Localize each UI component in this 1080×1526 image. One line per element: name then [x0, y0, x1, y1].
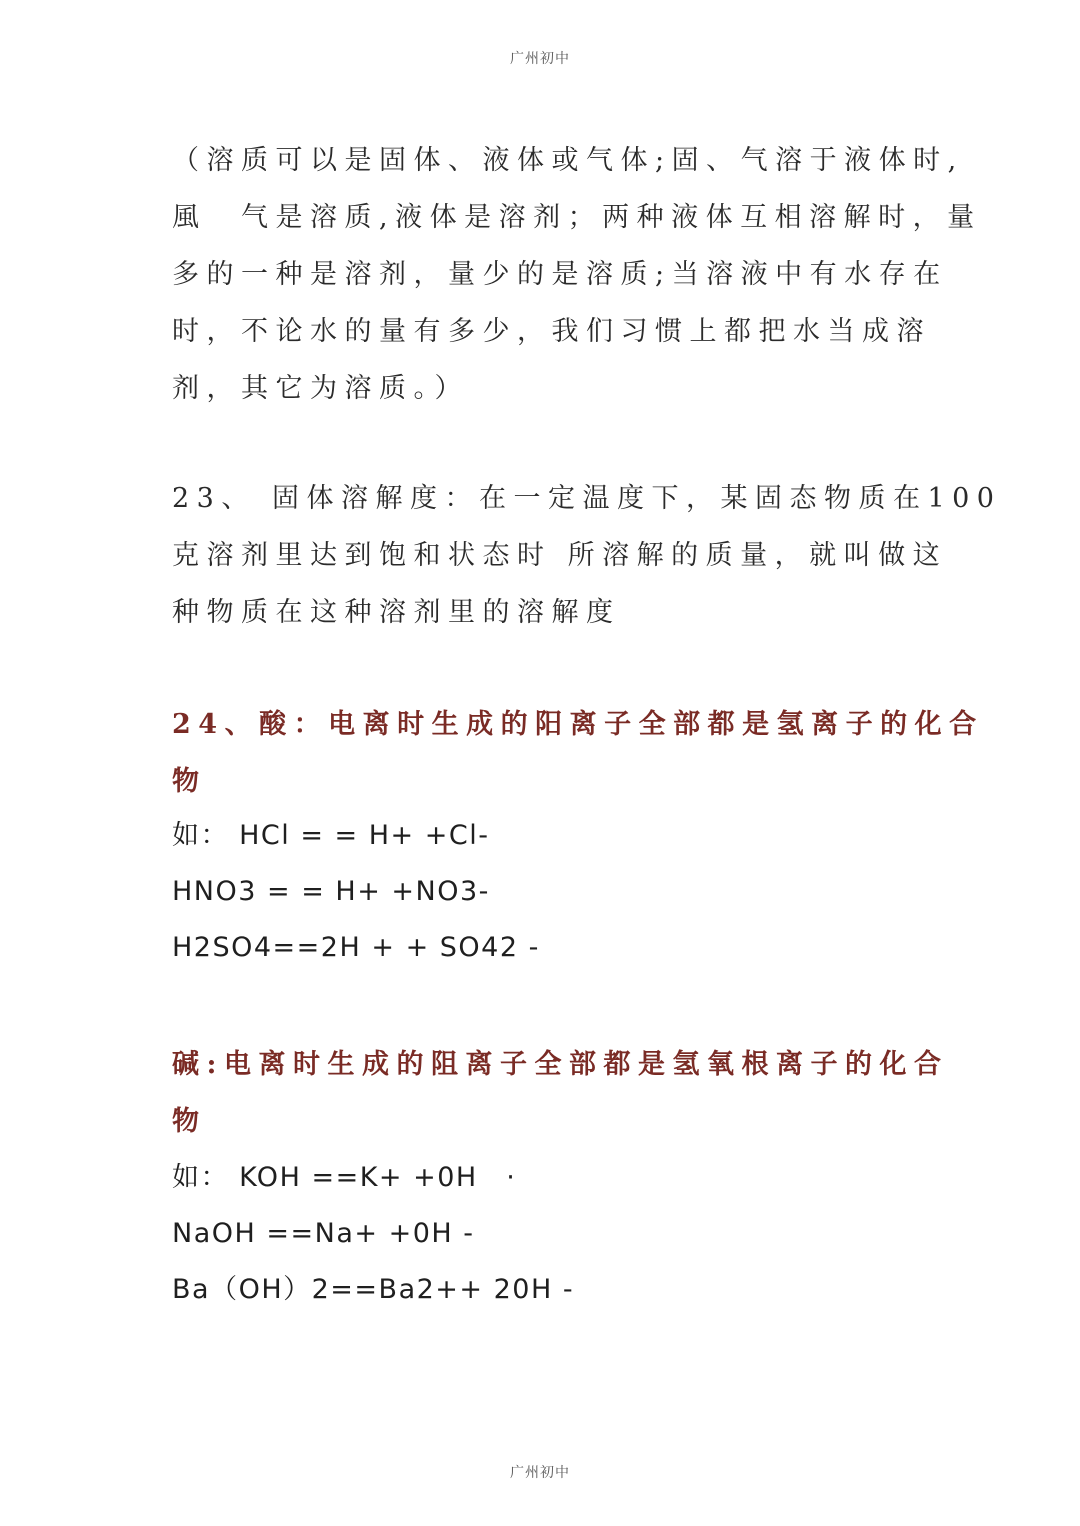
heading-line: 24、酸：电离时生成的阳离子全部都是氢离子的化合 — [172, 709, 984, 740]
base-definition-heading — [172, 1036, 949, 1150]
paragraph-line: 克溶剂里达到饱和状态时 所溶解的质量，就叫做这 — [172, 540, 948, 571]
heading-line: 物 — [172, 766, 207, 797]
paragraph-line: 剂，其它为溶质。） — [172, 373, 469, 404]
paragraph-line: 風 气是溶质,液体是溶剂；两种液体互相溶解时，量 — [172, 202, 982, 233]
equation-line: Ba（OH）2==Ba2++ 20H - — [172, 1274, 575, 1305]
page-header: 广州初中 — [510, 51, 570, 67]
solute-note-paragraph — [172, 132, 982, 417]
paragraph-line: 时，不论水的量有多少，我们习惯上都把水当成溶 — [172, 316, 931, 347]
paragraph-line: 种物质在这种溶剂里的溶解度 — [172, 597, 621, 628]
solubility-definition-paragraph — [172, 470, 1002, 641]
paragraph-line: 多的一种是溶剂，量少的是溶质;当溶液中有水存在 — [172, 259, 948, 290]
paragraph-line: 23、 固体溶解度：在一定温度下，某固态物质在100 — [172, 483, 1002, 514]
heading-line: 物 — [172, 1106, 207, 1137]
equation-line: H2SO4==2H + + SO42 - — [172, 932, 540, 963]
paragraph-line: （溶质可以是固体、液体或气体;固、气溶于液体时, — [172, 145, 964, 176]
equation-line: 如： HCl = = H+ +Cl- — [172, 820, 490, 851]
acid-equations — [172, 808, 540, 976]
equation-line: NaOH ==Na+ +0H - — [172, 1218, 475, 1249]
base-equations — [172, 1150, 574, 1318]
equation-line: HNO3 = = H+ +NO3- — [172, 876, 490, 907]
page-footer: 广州初中 — [510, 1465, 570, 1481]
equation-line: 如： KOH ==K+ +0H · — [172, 1162, 517, 1193]
acid-definition-heading — [172, 696, 984, 810]
heading-line: 碱:电离时生成的阻离子全部都是氢氧根离子的化合 — [172, 1049, 949, 1080]
